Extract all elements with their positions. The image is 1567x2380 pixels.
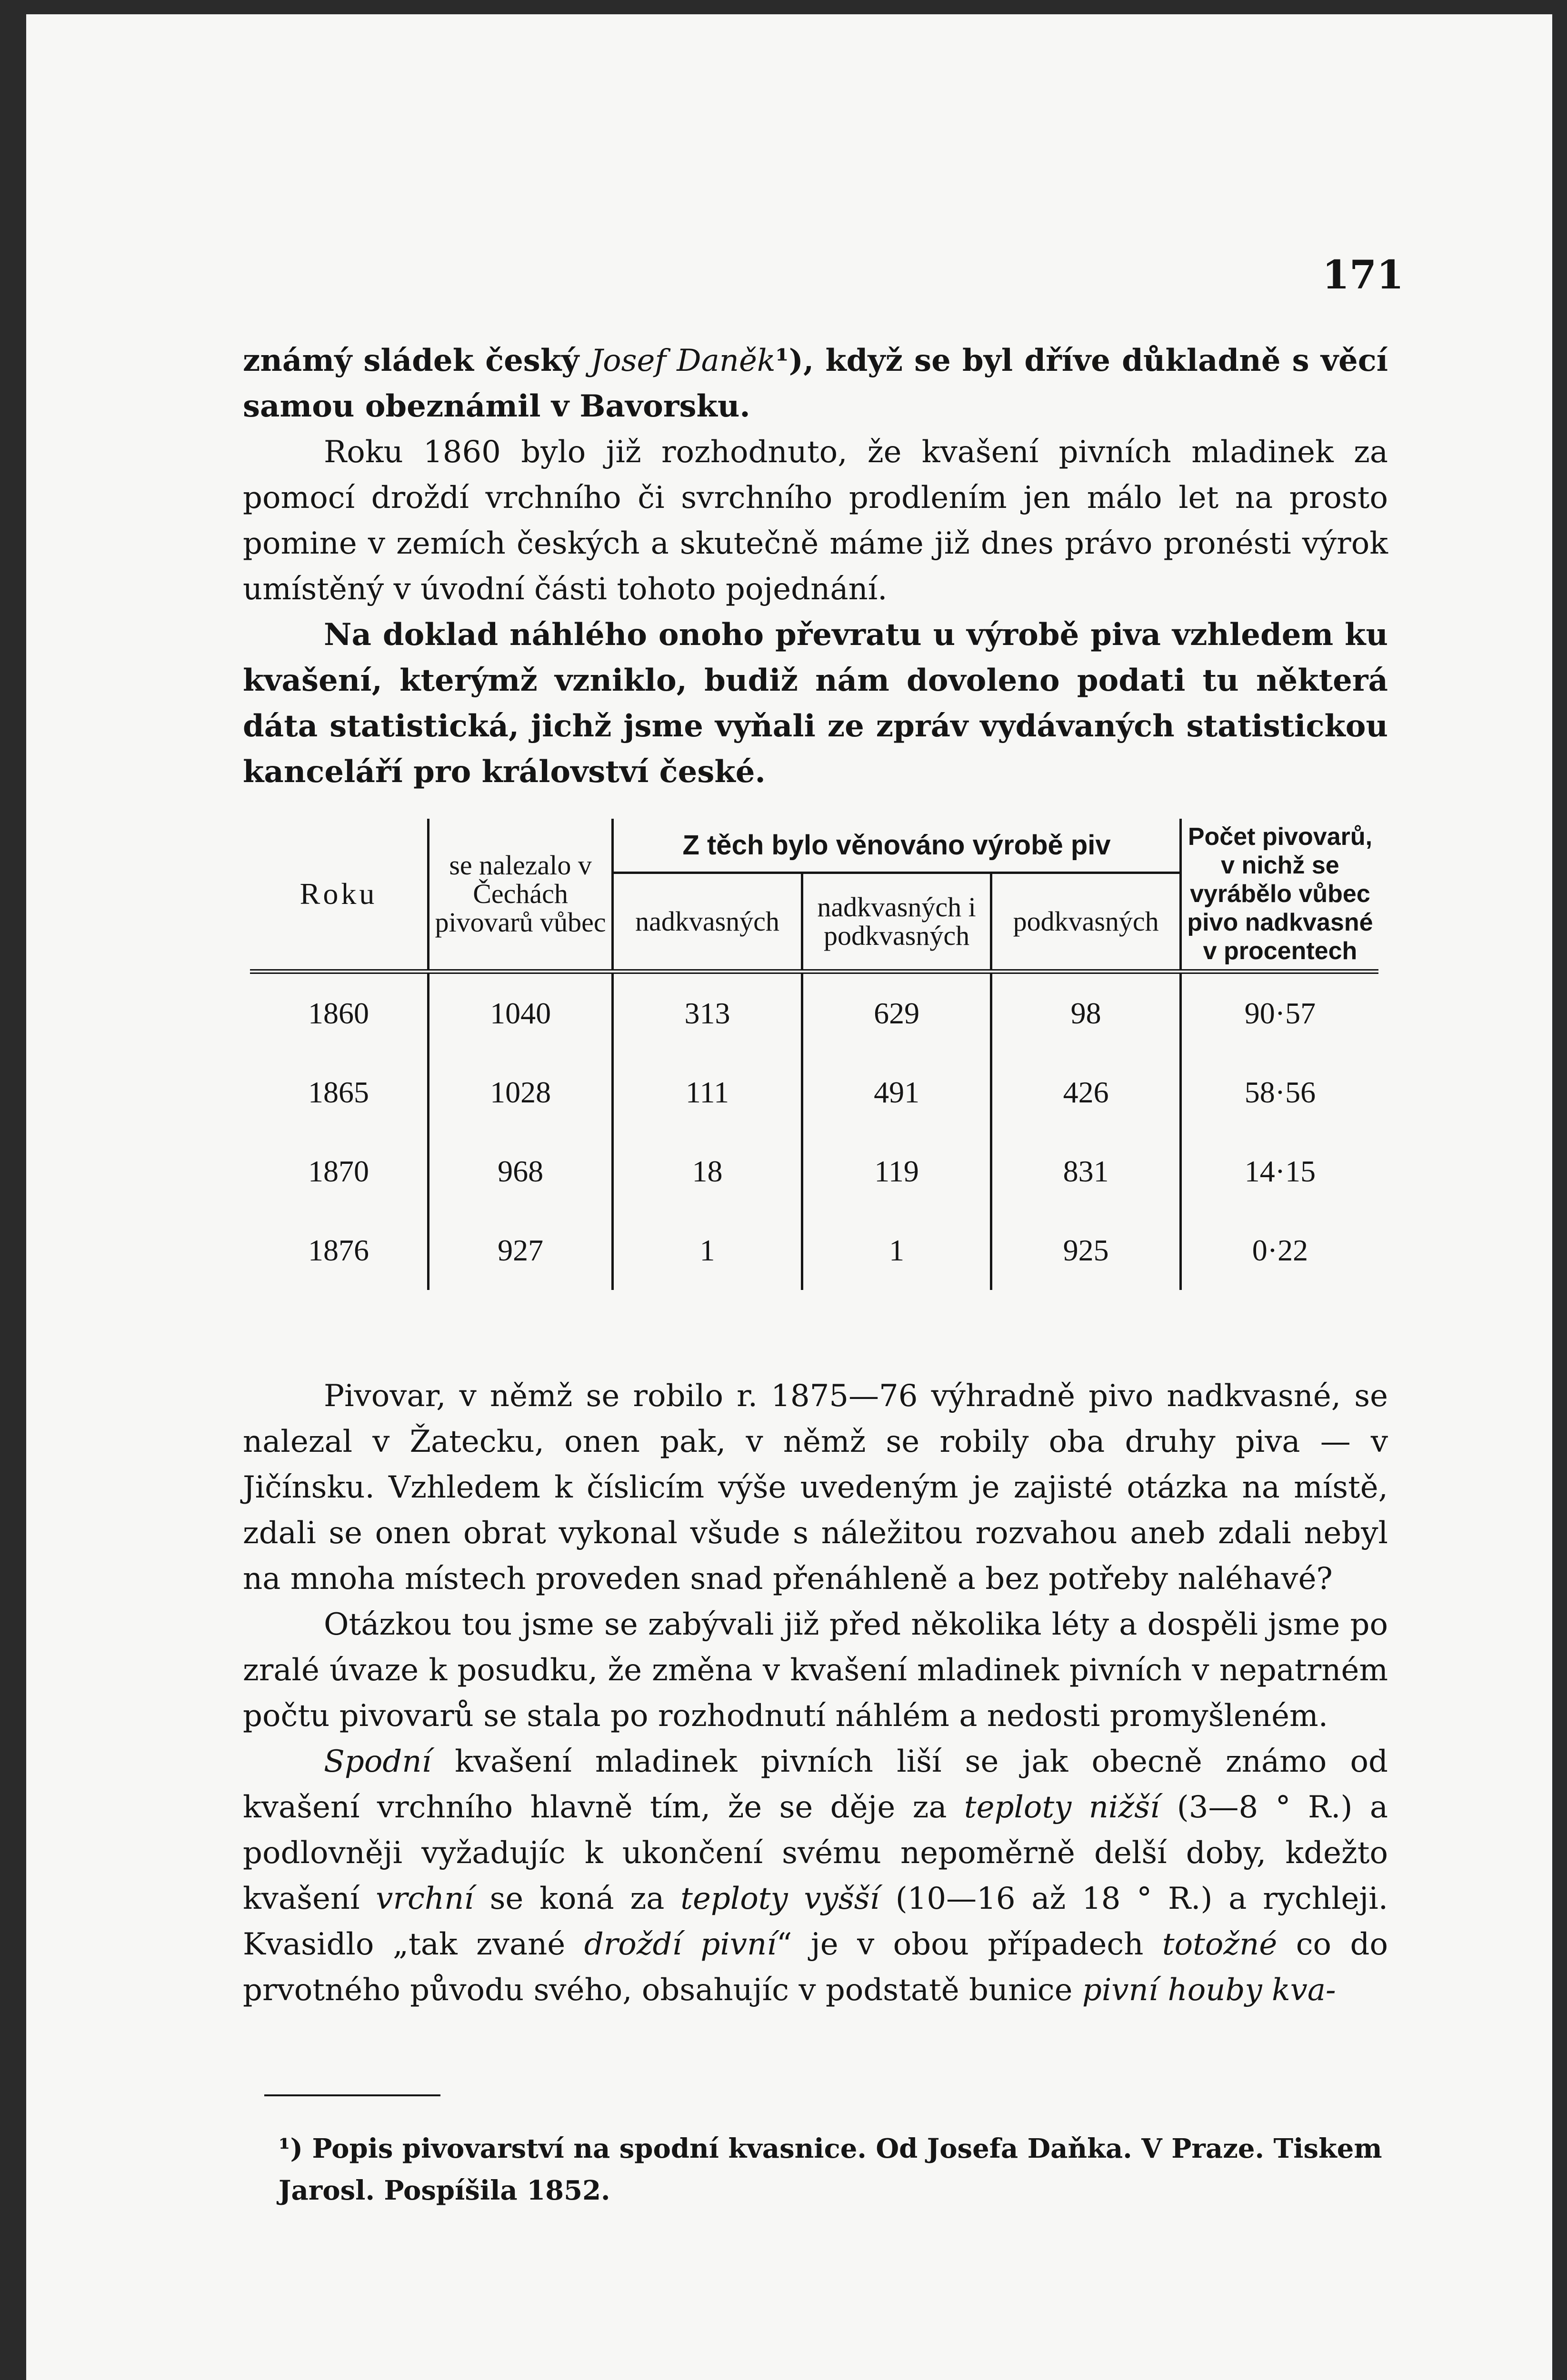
cell-proc: 14·15 bbox=[1180, 1132, 1378, 1211]
paragraph-3: Na doklad náhlého onoho převratu u výrobě piva vzhledem ku kvašení, kterýmž vzniklo, budiž nám dovoleno podati tu některá dáta statistická, jichž jsme vyňali ze zpráv vydávaných statistickou kanceláří pro království české. bbox=[243, 617, 1388, 790]
p6-part: kvašení mladinek pivních liší se jak obecně známo od kvašení vrchního hlavně tím, že se děje za bbox=[243, 1744, 1388, 1825]
p6-part: (3—8 ° R.) a podlovněji vyžadujíc k ukončení svému nepoměrně delší doby, kdežto kvašení bbox=[243, 1790, 1388, 1916]
statistics-table-container bbox=[250, 819, 1378, 1290]
header-group-vyroba: Z těch bylo věnováno výrobě piv bbox=[613, 819, 1181, 873]
table-row bbox=[250, 1132, 1378, 1211]
cell-oba: 491 bbox=[802, 1053, 991, 1132]
cell-nad: 18 bbox=[613, 1132, 802, 1211]
paragraph-2: Roku 1860 bylo již rozhodnuto, že kvašení pivních mladinek za pomocí droždí vrchního či svrchního prodlením jen málo let na prosto pomine v zemích českých a skutečně máme již dnes právo pronésti výrok umístěný v úvodní části tohoto pojednání. bbox=[243, 435, 1388, 607]
cell-vubec: 1040 bbox=[428, 972, 612, 1053]
book-page bbox=[26, 14, 1552, 2380]
page-number: 171 bbox=[1322, 252, 1404, 298]
p6-part: (10—16 až 18 ° R.) a rychleji. Kvasidlo „tak zvané bbox=[243, 1881, 1388, 1962]
cell-pod: 98 bbox=[991, 972, 1181, 1053]
cell-proc: 90·57 bbox=[1180, 972, 1378, 1053]
cell-pod: 831 bbox=[991, 1132, 1181, 1211]
p1-author-name: Josef Daněk bbox=[590, 343, 776, 378]
cell-rok: 1876 bbox=[250, 1211, 428, 1290]
paragraph-4: Pivovar, v němž se robilo r. 1875—76 výhradně pivo nadkvasné, se nalezal v Žatecku, onen pak, v němž se robily oba druhy piva — v Jičínsku. Vzhledem k číslicím výše uvedeným je zajisté otázka na místě, zdali se onen obrat vykonal všude s náležitou rozvahou aneb zdali nebyl na mnoha místech proveden snad přenáhleně a bez potřeby naléhavé? bbox=[243, 1378, 1388, 1597]
p1-text-a: známý sládek český bbox=[243, 343, 591, 378]
table-row bbox=[250, 972, 1378, 1053]
cell-oba: 119 bbox=[802, 1132, 991, 1211]
cell-proc: 58·56 bbox=[1180, 1053, 1378, 1132]
p6-part: Spodní bbox=[324, 1744, 431, 1779]
p6-part: teploty nižší bbox=[964, 1790, 1160, 1825]
paragraph-5: Otázkou tou jsme se zabývali již před několika léty a dospěli jsme po zralé úvaze k posudku, že změna v kvašení mladinek pivních v nepatrném počtu pivovarů se stala po rozhodnutí náhlém a nedosti promyšleném. bbox=[243, 1607, 1388, 1734]
p6-part: pivní houby kva- bbox=[1082, 1973, 1336, 2008]
footnote: ¹) Popis pivovarství na spodní kvasnice. Od Josefa Daňka. V Praze. Tiskem Jarosl. Pospíšila 1852. bbox=[279, 2133, 1382, 2206]
p1-text-b: ¹), když se byl dříve důkladně s věcí samou obeznámil v Bavorsku. bbox=[243, 343, 1388, 424]
cell-pod: 925 bbox=[991, 1211, 1181, 1290]
header-roku: Roku bbox=[250, 819, 428, 972]
table-row bbox=[250, 1053, 1378, 1132]
text-block-bottom bbox=[243, 1373, 1388, 2013]
p6-part: se koná za bbox=[473, 1881, 681, 1916]
p6-part: droždí pivní bbox=[584, 1927, 777, 1962]
footnote-rule bbox=[264, 2094, 440, 2096]
cell-rok: 1865 bbox=[250, 1053, 428, 1132]
cell-rok: 1870 bbox=[250, 1132, 428, 1211]
header-podkvasnych: podkvasných bbox=[991, 873, 1181, 972]
cell-oba: 1 bbox=[802, 1211, 991, 1290]
p6-part: “ je v obou případech bbox=[776, 1927, 1162, 1962]
p6-part: totožné bbox=[1162, 1927, 1278, 1962]
p6-part: teploty vyšší bbox=[680, 1881, 879, 1916]
cell-rok: 1860 bbox=[250, 972, 428, 1053]
paragraph-1 bbox=[243, 338, 1388, 429]
cell-pod: 426 bbox=[991, 1053, 1181, 1132]
cell-nad: 1 bbox=[613, 1211, 802, 1290]
header-oba-druhy: nadkvasných i podkvasných bbox=[802, 873, 991, 972]
cell-vubec: 1028 bbox=[428, 1053, 612, 1132]
p6-part: vrchní bbox=[376, 1881, 474, 1916]
cell-oba: 629 bbox=[802, 972, 991, 1053]
header-procent: Počet pivovarů, v nichž se vyrábělo vůbec pivo nadkvasné v procentech bbox=[1180, 819, 1378, 972]
paragraph-6 bbox=[243, 1739, 1388, 2013]
p6-part: co do prvotného původu svého, obsahujíc v podstatě bunice bbox=[243, 1927, 1388, 2008]
cell-vubec: 968 bbox=[428, 1132, 612, 1211]
header-pivovaru-vubec: se nalezalo v Čechách pivovarů vůbec bbox=[428, 819, 612, 972]
cell-proc: 0·22 bbox=[1180, 1211, 1378, 1290]
cell-vubec: 927 bbox=[428, 1211, 612, 1290]
text-block-top bbox=[243, 338, 1388, 795]
cell-nad: 111 bbox=[613, 1053, 802, 1132]
header-nadkvasnych: nadkvasných bbox=[613, 873, 802, 972]
table-row bbox=[250, 1211, 1378, 1290]
cell-nad: 313 bbox=[613, 972, 802, 1053]
brewery-statistics-table bbox=[250, 819, 1378, 1290]
